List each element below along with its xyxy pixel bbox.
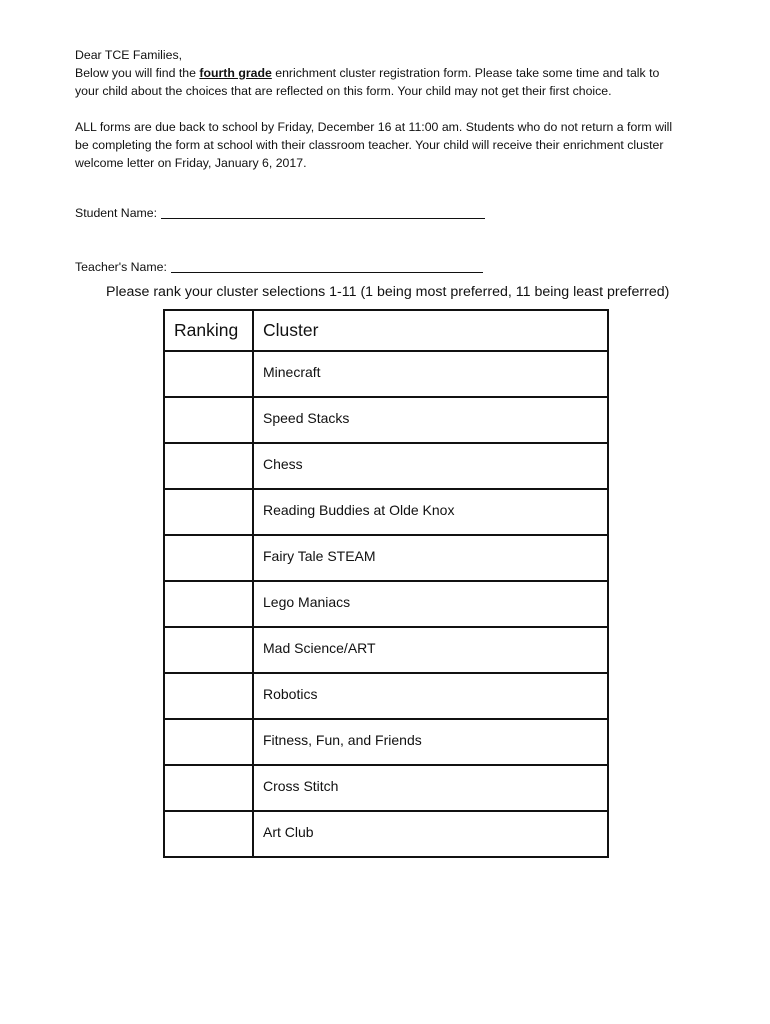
rank-cell[interactable] bbox=[164, 489, 253, 535]
rank-cell[interactable] bbox=[164, 443, 253, 489]
rank-cell[interactable] bbox=[164, 811, 253, 857]
rank-cell[interactable] bbox=[164, 673, 253, 719]
cluster-name: Minecraft bbox=[253, 351, 608, 397]
table-row bbox=[164, 489, 608, 535]
student-name-field[interactable] bbox=[75, 204, 485, 222]
cluster-name: Lego Maniacs bbox=[253, 581, 608, 627]
student-name-blank[interactable] bbox=[161, 206, 485, 219]
ranking-instructions: Please rank your cluster selections 1-11 (1 being most preferred, 11 being least preferred) bbox=[106, 284, 670, 300]
table-row bbox=[164, 351, 608, 397]
teacher-name-label: Teacher's Name: bbox=[75, 260, 167, 274]
table-row bbox=[164, 581, 608, 627]
cluster-name: Speed Stacks bbox=[253, 397, 608, 443]
rank-cell[interactable] bbox=[164, 719, 253, 765]
cluster-name: Fairy Tale STEAM bbox=[253, 535, 608, 581]
intro-text-rest: enrichment cluster registration form. Please take some time and talk to bbox=[271, 66, 660, 80]
table-row bbox=[164, 443, 608, 489]
rank-cell[interactable] bbox=[164, 627, 253, 673]
teacher-name-blank[interactable] bbox=[171, 260, 483, 273]
teacher-name-field[interactable] bbox=[75, 258, 483, 276]
letter-body bbox=[75, 46, 715, 172]
greeting: Dear TCE Families, bbox=[75, 48, 183, 62]
deadline-line3: welcome letter on Friday, January 6, 2017. bbox=[75, 156, 307, 170]
table-row bbox=[164, 765, 608, 811]
cluster-name: Robotics bbox=[253, 673, 608, 719]
rank-cell[interactable] bbox=[164, 765, 253, 811]
table-row bbox=[164, 673, 608, 719]
grade-emphasis: fourth grade bbox=[199, 66, 272, 80]
intro-text-start: Below you will find the bbox=[75, 66, 200, 80]
cluster-name: Art Club bbox=[253, 811, 608, 857]
header-ranking: Ranking bbox=[164, 310, 253, 351]
rank-cell[interactable] bbox=[164, 397, 253, 443]
cluster-name: Reading Buddies at Olde Knox bbox=[253, 489, 608, 535]
paragraph-deadline bbox=[75, 118, 715, 172]
paragraph-intro bbox=[75, 64, 715, 100]
header-cluster: Cluster bbox=[253, 310, 608, 351]
student-name-label: Student Name: bbox=[75, 206, 158, 220]
cluster-name: Cross Stitch bbox=[253, 765, 608, 811]
table-row bbox=[164, 627, 608, 673]
rank-cell[interactable] bbox=[164, 581, 253, 627]
table-row bbox=[164, 397, 608, 443]
rank-cell[interactable] bbox=[164, 351, 253, 397]
table-row bbox=[164, 535, 608, 581]
cluster-name: Fitness, Fun, and Friends bbox=[253, 719, 608, 765]
deadline-line2: be completing the form at school with their classroom teacher. Your child will receive their enrichment cluster bbox=[75, 138, 664, 152]
rank-cell[interactable] bbox=[164, 535, 253, 581]
intro-text-line2: your child about the choices that are reflected on this form. Your child may not get their first choice. bbox=[75, 84, 612, 98]
cluster-ranking-table bbox=[163, 309, 609, 858]
cluster-name: Mad Science/ART bbox=[253, 627, 608, 673]
deadline-line1: ALL forms are due back to school by Friday, December 16 at 11:00 am. Students who do not return a form will bbox=[75, 120, 673, 134]
table-row bbox=[164, 719, 608, 765]
table-header-row bbox=[164, 310, 608, 351]
table-row bbox=[164, 811, 608, 857]
cluster-name: Chess bbox=[253, 443, 608, 489]
